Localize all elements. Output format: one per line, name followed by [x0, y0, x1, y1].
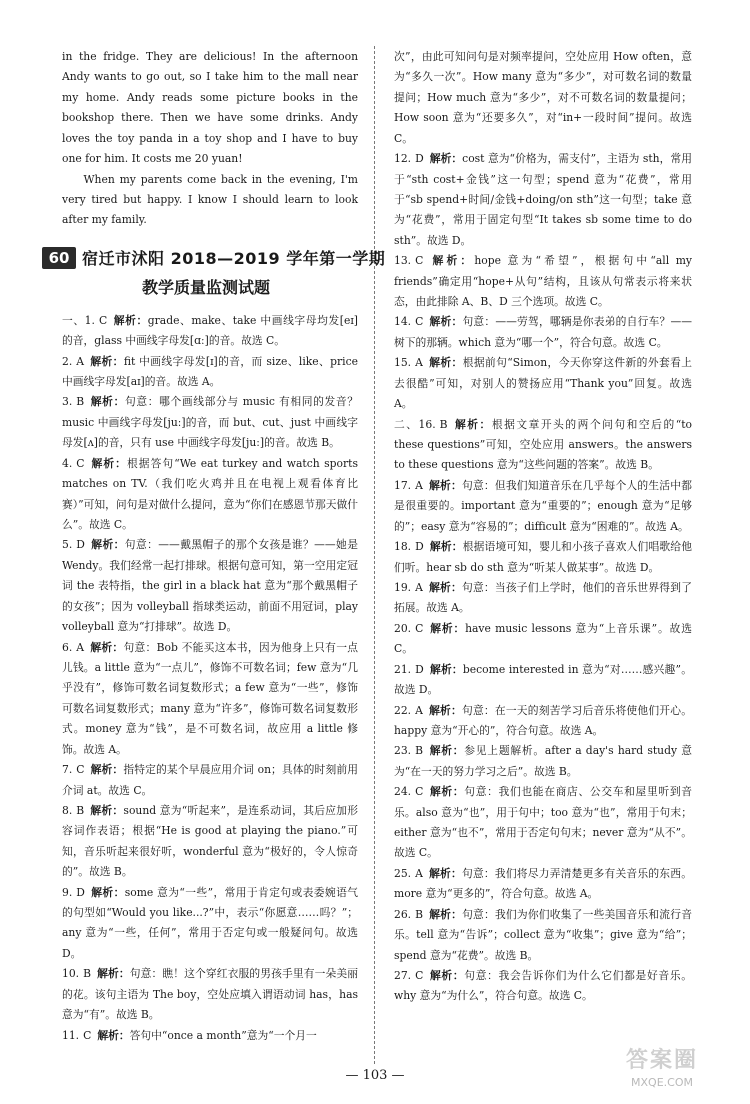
analysis-text: some 意为“一些”，常用于肯定句或表委婉语气的句型如“Would you like...?”中，表示“你愿意……吗？”；any 意为“一些，任何”，常用于否定句或一般疑问句。故选 D。: [62, 885, 358, 960]
answer-letter: C: [76, 456, 85, 470]
answer-letter: A: [415, 478, 423, 492]
item-number: 2.: [62, 354, 73, 368]
answer-item: [394, 619, 692, 660]
answer-letter: A: [415, 703, 423, 717]
answer-item: [62, 801, 358, 883]
analysis-label: 解析：: [429, 152, 463, 166]
answer-letter: C: [83, 1028, 92, 1042]
analysis-label: 解析：: [90, 640, 124, 654]
item-number: 23.: [394, 744, 412, 758]
passage-paragraph-2: When my parents come back in the evening, I'm very tired but happy. I know I should learn to look after my family.: [62, 172, 358, 227]
answer-item: [62, 311, 358, 352]
answer-letter: D: [415, 540, 424, 554]
answer-letter: A: [76, 640, 85, 654]
item-number: 4.: [62, 456, 73, 470]
answer-item: [394, 149, 692, 251]
answer-item: [394, 966, 692, 1007]
analysis-text: 句意：我们将尽力弄清楚更多有关音乐的东西。more 意为“更多的”，符合句意。故选 A。: [394, 866, 692, 901]
analysis-text: grade、make、take 中画线字母均发[eɪ]的音，glass 中画线字母发[ɑː]的音。故选 C。: [62, 313, 358, 348]
analysis-label: 解析：: [428, 703, 462, 717]
left-column: [48, 47, 386, 1046]
analysis-label: 解析：: [428, 478, 462, 492]
item-11-continuation: 次”，由此可知问句是对频率提问，空处应用 How often，意为“多久一次”。How many 意为“多少”，对可数名词的数量提问；How much 意为“多少”，对不可数名词的数量提问；How soon 意为“还要多久”，对“in+一段时间”提问。故选 C。: [394, 50, 692, 145]
analysis-label: 解析：: [90, 395, 125, 409]
analysis-text: 根据答句“We eat turkey and watch sports matches on TV.（我们吃火鸡并且在电视上观看体育比赛）”可知，问句是对做什么提问，意为“你们在感恩节那天做什么”。故选 C。: [62, 456, 358, 532]
answer-item: [394, 864, 692, 905]
analysis-text: 根据文章开头的两个问句和空后的“to these questions”可知，空处应用 answers。the answers to these questions 意为“这些问题的答案”。故选 B。: [394, 417, 692, 472]
answer-letter: B: [76, 803, 85, 817]
item-number: 14.: [394, 315, 412, 329]
right-column: [394, 47, 692, 1007]
answer-letter: D: [76, 538, 85, 552]
section-title: 宿迁市沭阳 2018—2019 学年第一学期: [82, 248, 386, 268]
analysis-text: 句意：——戴黑帽子的那个女孩是谁？——她是 Wendy。我们经常一起打排球。根据句意可知，第一空用定冠词 the 表特指，the girl in a black hat 意为“那个戴黑帽子的女孩”；因为 volleyball 指球类运动，前面不用冠词，play volleyball 意为“打排球”。故选 D。: [62, 538, 358, 634]
answer-letter: A: [76, 354, 85, 368]
answer-item: [394, 578, 692, 619]
analysis-label: 解析：: [429, 621, 466, 635]
answer-item: [62, 760, 358, 801]
item-number: 8.: [62, 803, 73, 817]
section-subtitle: 教学质量监测试题: [142, 277, 271, 297]
answer-list-left: [62, 311, 358, 1046]
answer-letter: D: [76, 885, 85, 899]
analysis-label: 解析：: [428, 866, 462, 880]
answer-item: [394, 476, 692, 537]
analysis-text: fit 中画线字母发[ɪ]的音，而 size、like、price 中画线字母发[aɪ]的音。故选 A。: [62, 354, 358, 389]
analysis-text: 答句中“once a month”意为“一个月一: [129, 1028, 317, 1042]
answer-item: [394, 701, 692, 742]
item-number: 一、1.: [62, 313, 95, 327]
answer-item: [394, 353, 692, 414]
item-number: 7.: [62, 763, 73, 777]
analysis-label: 解析：: [90, 456, 127, 470]
analysis-text: 句意：当孩子们上学时，他们的音乐世界得到了拓展。故选 A。: [394, 580, 692, 615]
column-divider: [374, 46, 375, 1064]
answer-letter: A: [415, 866, 423, 880]
analysis-label: 解析：: [90, 803, 124, 817]
watermark-mark: 答案圈: [625, 1048, 698, 1073]
item-number: 21.: [394, 662, 412, 676]
item-number: 20.: [394, 621, 412, 635]
answer-item: [62, 535, 358, 637]
section-number-badge: 60: [42, 247, 76, 269]
answer-letter: D: [415, 662, 424, 676]
answer-letter: B: [83, 967, 92, 981]
item-number: 二、16.: [394, 417, 436, 431]
analysis-label: 解析：: [113, 313, 148, 327]
answer-letter: B: [439, 417, 448, 431]
item-number: 15.: [394, 356, 412, 370]
analysis-text: become interested in 意为“对……感兴趣”。故选 D。: [394, 662, 692, 697]
analysis-text: 句意：瞧！这个穿红衣服的男孩手里有一朵美丽的花。该句主语为 The boy，空处应填入谓语动词 has，has 意为“有”。故选 B。: [62, 967, 358, 1022]
answer-letter: B: [76, 395, 85, 409]
item-number: 22.: [394, 703, 412, 717]
answer-item: [62, 964, 358, 1025]
answer-letter: C: [415, 621, 424, 635]
answer-item: [62, 392, 358, 453]
answer-letter: B: [415, 907, 424, 921]
analysis-label: 解析：: [429, 968, 465, 982]
analysis-label: 解析：: [429, 744, 465, 758]
passage-paragraph-1: in the fridge. They are delicious! In the afternoon Andy wants to go out, so I take him to the mall near my home. Andy reads some picture books in the bookshop there. Then we have some drinks. Andy loves the toy panda in a toy shop and I have to buy one for him. It costs me 20 yuan!: [62, 50, 358, 166]
item-number: 13.: [394, 254, 412, 268]
analysis-text: 句意：Bob 不能买这本书，因为他身上只有一点儿钱。a little 意为“一点儿”，修饰不可数名词；few 意为“几乎没有”，修饰可数名词复数形式；a few 意为“一些”，修饰可数名词复数形式；many 意为“许多”，修饰可数名词复数形式。money 意为“钱”，是不可数名词，故应用 a little 修饰。故选 A。: [62, 640, 358, 756]
analysis-text: 句意：哪个画线部分与 music 有相同的发音？music 中画线字母发[juː]的音，而 but、cut、just 中画线字母发[ʌ]的音，只有 use 中画线字母发[juː]的音。故选 B。: [62, 395, 358, 450]
answer-letter: C: [415, 785, 424, 799]
answer-item: [62, 638, 358, 761]
watermark-url: MXQE.COM: [631, 1076, 693, 1089]
answer-letter: C: [415, 254, 424, 268]
analysis-text: sound 意为“听起来”，是连系动词，其后应加形容词作表语；根据“He is good at playing the piano.”可知，音乐听起来很好听，wonderful 意为“极好的，令人惊奇的”。故选 B。: [62, 803, 358, 879]
item-number: 6.: [62, 640, 73, 654]
analysis-text: 句意：我们也能在商店、公交车和屋里听到音乐。also 意为“也”，用于句中；too 意为“也”，常用于句末；either 意为“也不”，常用于否定句句末；never 意为“从不”。故选 C。: [394, 785, 692, 860]
analysis-label: 解析：: [429, 662, 463, 676]
answer-item: [394, 312, 692, 353]
analysis-text: cost 意为“价格为，需支付”，主语为 sth，常用于“sth cost+金钱”这一句型；spend 意为“花费”，常用于“sb spend+时间/金钱+doing/on sth”这一句型；take 意为“花费”，常用于固定句型“It takes sb some time to do sth”。故选 D。: [394, 152, 692, 247]
analysis-label: 解析：: [90, 763, 124, 777]
answer-item: [394, 415, 692, 476]
analysis-label: 解析：: [428, 356, 463, 370]
analysis-text: 根据语境可知，婴儿和小孩子喜欢人们唱歌给他们听。hear sb do sth 意为“听某人做某事”。故选 D。: [394, 540, 692, 574]
analysis-label: 解析：: [90, 885, 125, 899]
answer-item: [394, 251, 692, 312]
item-number: 24.: [394, 785, 412, 799]
answer-letter: B: [415, 744, 424, 758]
item-number: 25.: [394, 866, 412, 880]
analysis-label: 解析：: [90, 538, 125, 552]
page-number: — 103 —: [345, 1068, 405, 1083]
answer-item: [394, 782, 692, 864]
answer-letter: A: [415, 356, 423, 370]
item-number: 17.: [394, 478, 412, 492]
item-number: 18.: [394, 540, 412, 554]
analysis-label: 解析：: [97, 967, 130, 981]
watermark-logo: [606, 1046, 718, 1098]
item-number: 27.: [394, 968, 412, 982]
item-number: 11.: [62, 1028, 80, 1042]
item-number: 19.: [394, 580, 412, 594]
answer-letter: C: [76, 763, 85, 777]
answer-letter: D: [415, 152, 424, 166]
answer-item: [394, 660, 692, 701]
item-number: 9.: [62, 885, 73, 899]
section-heading: [48, 241, 386, 299]
answer-item: [394, 905, 692, 966]
analysis-label: 解析：: [429, 254, 475, 268]
analysis-label: 解析：: [97, 1028, 130, 1042]
answer-item: [62, 883, 358, 965]
analysis-label: 解析：: [429, 540, 463, 554]
item-number: 10.: [62, 967, 80, 981]
answer-letter: A: [415, 580, 423, 594]
answer-item: [62, 352, 358, 393]
analysis-text: 参见上题解析。after a day's hard study 意为“在一天的努力学习之后”。故选 B。: [394, 744, 692, 778]
analysis-label: 解析：: [428, 580, 462, 594]
analysis-label: 解析：: [429, 315, 463, 329]
analysis-text: 句意：但我们知道音乐在几乎每个人的生活中都是很重要的。important 意为“重要的”；enough 意为“足够的”；easy 意为“容易的”；difficult 意为“困难的”。故选 A。: [394, 478, 692, 533]
answer-item: [62, 1026, 358, 1046]
item-number: 12.: [394, 152, 412, 166]
analysis-text: 句意：我会告诉你们为什么它们都是好音乐。why 意为“为什么”，符合句意。故选 C。: [394, 968, 692, 1003]
answer-item: [394, 537, 692, 578]
analysis-label: 解析：: [429, 907, 463, 921]
analysis-label: 解析：: [453, 417, 492, 431]
analysis-text: 根据前句“Simon，今天你穿这件新的外套看上去很酷”可知，对别人的赞扬应用“Thank you”回复。故选 A。: [394, 356, 692, 411]
item-number: 5.: [62, 538, 73, 552]
analysis-text: 指特定的某个早晨应用介词 on；具体的时刻前用介词 at。故选 C。: [62, 763, 358, 797]
answer-item: [394, 741, 692, 782]
answer-letter: C: [98, 313, 108, 327]
answer-item: [62, 454, 358, 536]
analysis-text: 句意：在一天的刻苦学习后音乐将使他们开心。happy 意为“开心的”，符合句意。故选 A。: [394, 703, 692, 737]
analysis-label: 解析：: [429, 785, 465, 799]
analysis-text: hope 意为“希望”，根据句中“all my friends”确定用“hope+从句”结构，且该从句常表示将来状态，由此排除 A、B、D 三个选项。故选 C。: [394, 254, 692, 309]
answer-letter: C: [415, 315, 424, 329]
analysis-text: 句意：我们为你们收集了一些美国音乐和流行音乐。tell 意为“告诉”；collect 意为“收集”；give 意为“给”；spend 意为“花费”。故选 B。: [394, 907, 692, 962]
answer-letter: C: [415, 968, 424, 982]
answer-list-right: [394, 149, 692, 1007]
analysis-text: 句意：——劳驾，哪辆是你表弟的自行车？——树下的那辆。which 意为“哪一个”，符合句意。故选 C。: [394, 315, 692, 349]
analysis-text: have music lessons 意为“上音乐课”。故选 C。: [394, 621, 692, 656]
item-number: 26.: [394, 907, 412, 921]
item-number: 3.: [62, 395, 73, 409]
analysis-label: 解析：: [90, 354, 124, 368]
